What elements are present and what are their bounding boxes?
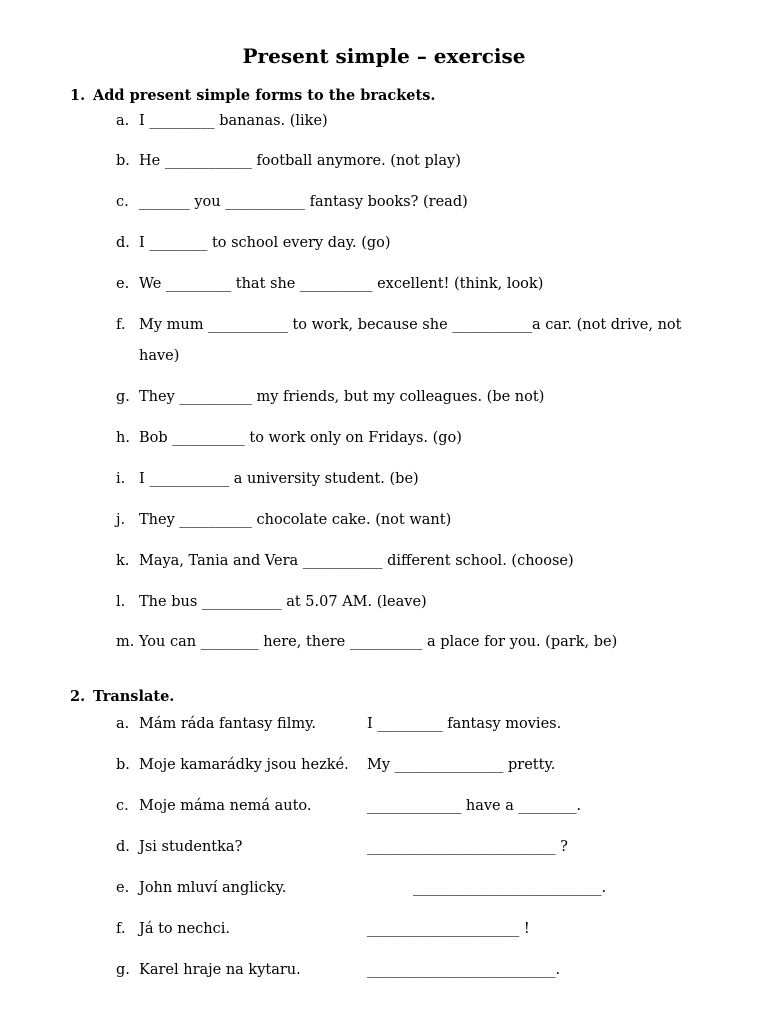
item-marker: i. [116, 471, 126, 487]
item-marker: g. [116, 389, 130, 405]
item-marker: k. [116, 553, 130, 569]
item-text: I _________ bananas. (like) [139, 113, 328, 129]
czech-sentence: Moje máma nemá auto. [139, 798, 312, 814]
item-text: The bus ___________ at 5.07 AM. (leave) [139, 594, 427, 610]
czech-sentence: John mluví anglicky. [139, 880, 287, 896]
item-text: We _________ that she __________ excellent! (think, look) [139, 276, 544, 292]
item-marker: b. [116, 757, 130, 773]
item-marker: g. [116, 962, 130, 978]
item-marker: e. [116, 276, 130, 292]
item-marker: l. [116, 594, 126, 610]
item-marker: f. [116, 317, 126, 333]
section-1-heading [70, 87, 435, 104]
czech-sentence: Já to nechci. [139, 921, 230, 937]
item-marker: m. [116, 634, 135, 650]
item-text: They __________ my friends, but my colleagues. (be not) [139, 389, 545, 405]
czech-sentence: Jsi studentka? [139, 839, 243, 855]
czech-sentence: Moje kamarádky jsou hezké. [139, 757, 349, 773]
czech-sentence: Karel hraje na kytaru. [139, 962, 301, 978]
item-text: Maya, Tania and Vera ___________ different school. (choose) [139, 553, 574, 569]
item-text: They __________ chocolate cake. (not want) [139, 512, 452, 528]
english-blank: _____________ have a ________. [367, 798, 582, 814]
section-1-number: 1. [70, 87, 86, 104]
english-blank: __________________________. [367, 962, 561, 978]
item-marker: a. [116, 716, 130, 732]
english-blank: I _________ fantasy movies. [367, 716, 562, 732]
exercise-item-f-continuation: have) [139, 348, 180, 364]
english-blank: My _______________ pretty. [367, 757, 556, 773]
item-marker: e. [116, 880, 130, 896]
item-text: _______ you ___________ fantasy books? (read) [139, 194, 468, 210]
item-text: He ____________ football anymore. (not play) [139, 153, 461, 169]
item-marker: h. [116, 430, 130, 446]
page-title: Present simple – exercise [242, 44, 526, 68]
item-text: Bob __________ to work only on Fridays. (go) [139, 430, 462, 446]
item-text: I ___________ a university student. (be) [139, 471, 419, 487]
section-2-heading [70, 688, 174, 705]
czech-sentence: Mám ráda fantasy filmy. [139, 716, 316, 732]
item-marker: b. [116, 153, 130, 169]
section-1-title: Add present simple forms to the brackets. [93, 87, 436, 104]
section-2-title: Translate. [93, 688, 175, 705]
item-marker: c. [116, 194, 129, 210]
item-marker: j. [116, 512, 126, 528]
item-text: You can ________ here, there __________ a place for you. (park, be) [139, 634, 618, 650]
item-text: I ________ to school every day. (go) [139, 235, 391, 251]
item-marker: d. [116, 235, 130, 251]
item-text: My mum ___________ to work, because she ___________a car. (not drive, not [139, 317, 682, 333]
item-marker: c. [116, 798, 129, 814]
section-2-number: 2. [70, 688, 86, 705]
item-marker: f. [116, 921, 126, 937]
item-marker: d. [116, 839, 130, 855]
english-blank: _____________________ ! [367, 921, 530, 937]
english-blank: __________________________. [413, 880, 607, 896]
item-marker: a. [116, 113, 130, 129]
english-blank: __________________________ ? [367, 839, 568, 855]
